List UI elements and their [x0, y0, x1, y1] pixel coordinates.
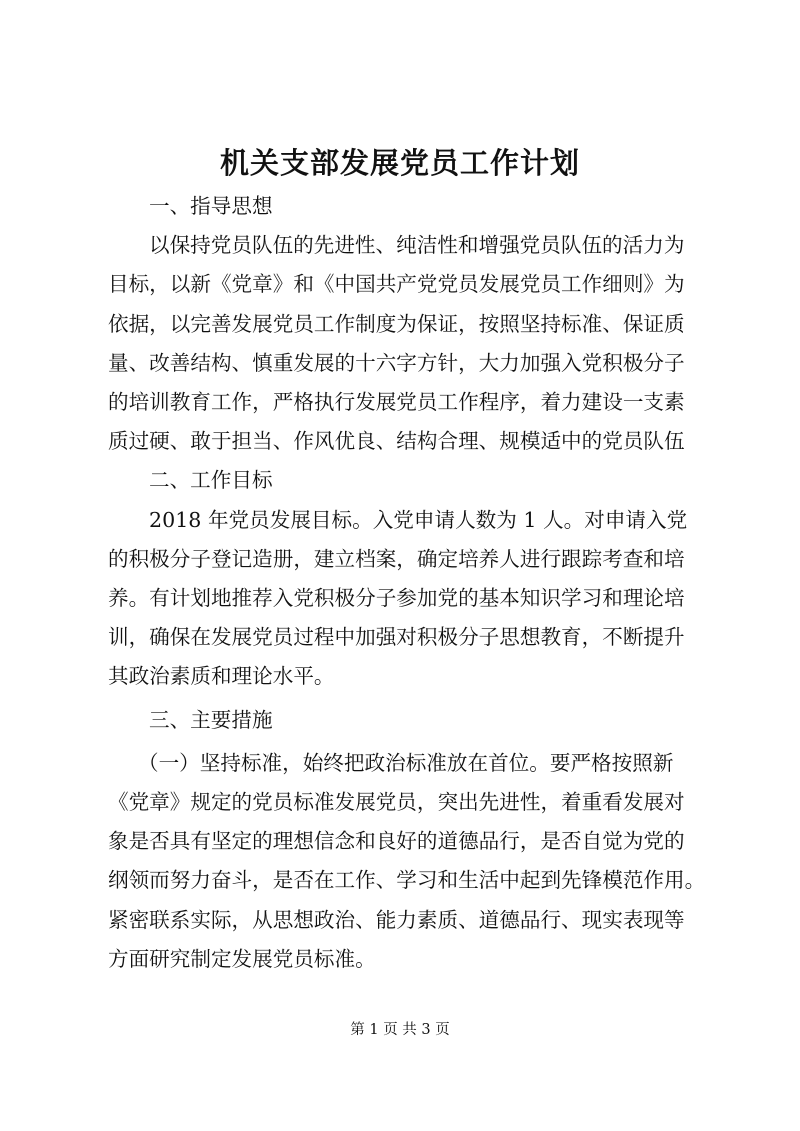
text-line: 养。有计划地推荐入党积极分子参加党的基本知识学习和理论培	[108, 586, 685, 611]
paragraph-work-goals	[108, 501, 698, 697]
text-line: 2018 年党员发展目标。入党申请人数为 1 人。对申请入党	[149, 507, 688, 532]
document-title: 机关支部发展党员工作计划	[219, 146, 580, 180]
text-line: 紧密联系实际，从思想政治、能力素质、道德品行、现实表现等	[108, 907, 685, 932]
text-line: 方面研究制定发展党员标准。	[108, 946, 376, 971]
page-number-footer: 第 1 页 共 3 页	[350, 1022, 450, 1038]
text-line: 目标，以新《党章》和《中国共产党党员发展党员工作细则》为	[108, 272, 685, 297]
paragraph-main-measures	[108, 744, 706, 979]
section-heading-guiding-thought: 一、指导思想	[149, 194, 273, 218]
document-body	[108, 187, 706, 979]
text-line: 《党章》规定的党员标准发展党员，突出先进性，着重看发展对	[108, 790, 685, 815]
section-heading-work-goals: 二、工作目标	[149, 468, 273, 493]
text-line: （一）坚持标准，始终把政治标准放在首位。要严格按照新	[138, 750, 674, 775]
text-line: 纲领而努力奋斗，是否在工作、学习和生活中起到先锋模范作用。	[108, 868, 706, 893]
text-line: 量、改善结构、慎重发展的十六字方针，大力加强入党积极分子	[108, 350, 685, 375]
text-line: 其政治素质和理论水平。	[108, 664, 335, 689]
paragraph-guiding-thought	[108, 226, 698, 461]
text-line: 训，确保在发展党员过程中加强对积极分子思想教育，不断提升	[108, 625, 685, 650]
text-line: 象是否具有坚定的理想信念和良好的道德品行，是否自觉为党的	[108, 829, 685, 854]
text-line: 的培训教育工作，严格执行发展党员工作程序，着力建设一支素	[108, 390, 685, 415]
text-line: 的积极分子登记造册，建立档案，确定培养人进行跟踪考查和培	[108, 546, 685, 571]
section-heading-main-measures: 三、主要措施	[149, 707, 273, 732]
text-line: 依据，以完善发展党员工作制度为保证，按照坚持标准、保证质	[108, 311, 685, 336]
text-line: 以保持党员队伍的先进性、纯洁性和增强党员队伍的活力为	[149, 233, 685, 258]
text-line: 质过硬、敢于担当、作风优良、结构合理、规模适中的党员队伍	[108, 429, 685, 454]
